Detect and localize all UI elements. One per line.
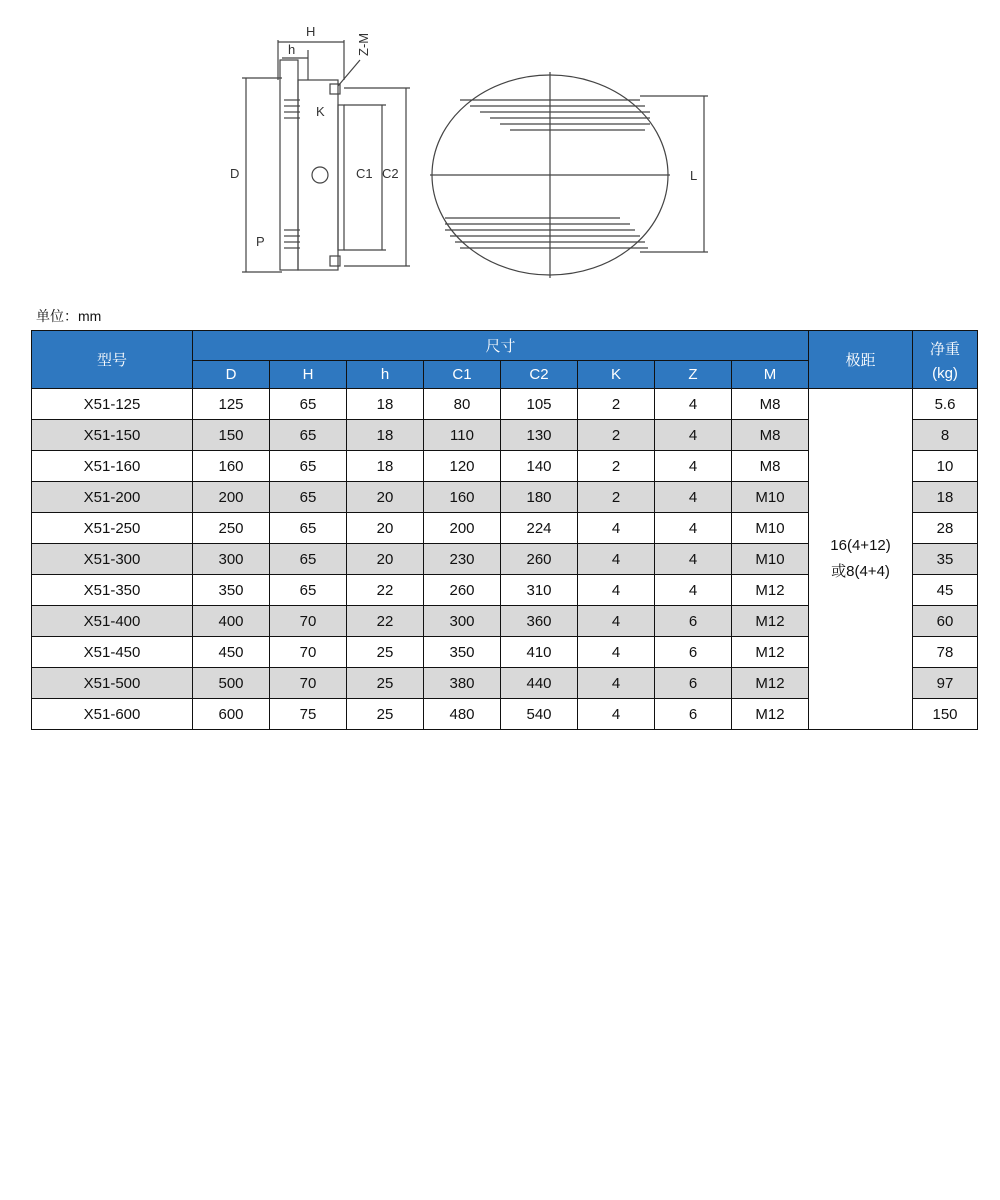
dim-column-header: Z: [655, 361, 732, 389]
dim-column-header: M: [732, 361, 809, 389]
dimension-cell: 160: [424, 482, 501, 513]
dimension-cell: 18: [347, 420, 424, 451]
dimension-cell: 540: [501, 699, 578, 730]
dimension-cell: 600: [193, 699, 270, 730]
label-p: P: [256, 234, 265, 249]
dimension-cell: M12: [732, 699, 809, 730]
dimension-cell: 20: [347, 544, 424, 575]
table-row: [32, 389, 978, 420]
dimension-cell: 4: [578, 544, 655, 575]
dimension-cell: 4: [655, 544, 732, 575]
weight-cell: 28: [913, 513, 978, 544]
dimension-cell: 22: [347, 575, 424, 606]
dimension-cell: 70: [270, 668, 347, 699]
weight-cell: 60: [913, 606, 978, 637]
label-z-m: Z-M: [356, 32, 371, 56]
dimension-cell: 4: [578, 575, 655, 606]
label-H: H: [306, 24, 316, 39]
label-h: h: [288, 42, 296, 57]
dimension-cell: 2: [578, 451, 655, 482]
dimension-cell: M10: [732, 482, 809, 513]
dimension-cell: 65: [270, 389, 347, 420]
dimension-cell: 4: [578, 513, 655, 544]
dimension-cell: M12: [732, 668, 809, 699]
dimension-cell: 410: [501, 637, 578, 668]
dimension-cell: 440: [501, 668, 578, 699]
dimension-cell: 120: [424, 451, 501, 482]
dimension-cell: 160: [193, 451, 270, 482]
dimension-cell: 65: [270, 513, 347, 544]
dimension-cell: 260: [424, 575, 501, 606]
dimension-cell: 2: [578, 420, 655, 451]
weight-header-line1: 净重: [930, 340, 961, 358]
dimension-cell: 2: [578, 389, 655, 420]
label-c1: C1: [356, 166, 373, 181]
pitch-value-line2: 或8(4+4): [831, 563, 890, 580]
dimension-cell: M8: [732, 451, 809, 482]
dimension-cell: 110: [424, 420, 501, 451]
dimension-cell: 260: [501, 544, 578, 575]
model-cell: X51-300: [32, 544, 193, 575]
dimension-cell: 70: [270, 637, 347, 668]
label-d: D: [230, 166, 240, 181]
model-cell: X51-160: [32, 451, 193, 482]
dimension-cell: 300: [193, 544, 270, 575]
model-cell: X51-450: [32, 637, 193, 668]
dimension-cell: M8: [732, 389, 809, 420]
dimension-cell: 22: [347, 606, 424, 637]
dimension-cell: 300: [424, 606, 501, 637]
dimension-cell: M10: [732, 513, 809, 544]
pitch-header: 极距: [809, 331, 913, 389]
dimension-cell: 4: [655, 482, 732, 513]
dimension-cell: 65: [270, 451, 347, 482]
dimension-cell: 18: [347, 389, 424, 420]
dimension-cell: 150: [193, 420, 270, 451]
model-cell: X51-150: [32, 420, 193, 451]
dim-column-header: D: [193, 361, 270, 389]
chuck-plate: [280, 60, 298, 270]
dimension-cell: 480: [424, 699, 501, 730]
dimension-cell: 350: [424, 637, 501, 668]
dimension-cell: 250: [193, 513, 270, 544]
dimension-cell: 65: [270, 575, 347, 606]
dim-column-header: h: [347, 361, 424, 389]
technical-drawing: [220, 20, 740, 285]
dimension-cell: 80: [424, 389, 501, 420]
dimension-cell: 4: [578, 606, 655, 637]
dimension-cell: 350: [193, 575, 270, 606]
weight-cell: 10: [913, 451, 978, 482]
model-cell: X51-500: [32, 668, 193, 699]
dim-column-header: C2: [501, 361, 578, 389]
dimension-cell: 6: [655, 606, 732, 637]
dimension-cell: 65: [270, 482, 347, 513]
label-l: L: [690, 168, 698, 183]
dimension-cell: 230: [424, 544, 501, 575]
dimension-cell: 105: [501, 389, 578, 420]
model-cell: X51-400: [32, 606, 193, 637]
dimension-cell: 224: [501, 513, 578, 544]
unit-label: 单位：mm: [36, 308, 102, 324]
dimension-cell: M12: [732, 606, 809, 637]
model-cell: X51-250: [32, 513, 193, 544]
dimension-cell: 6: [655, 637, 732, 668]
dimension-cell: M12: [732, 637, 809, 668]
dimension-cell: 4: [655, 389, 732, 420]
dim-column-header: C1: [424, 361, 501, 389]
dimension-cell: M10: [732, 544, 809, 575]
model-cell: X51-600: [32, 699, 193, 730]
dimension-cell: 20: [347, 482, 424, 513]
dimensions-header: 尺寸: [193, 331, 809, 361]
dimension-cell: 380: [424, 668, 501, 699]
weight-cell: 5.6: [913, 389, 978, 420]
dimension-cell: 125: [193, 389, 270, 420]
dimension-cell: 20: [347, 513, 424, 544]
dimension-cell: 500: [193, 668, 270, 699]
dimension-cell: 4: [655, 513, 732, 544]
weight-cell: 150: [913, 699, 978, 730]
dimension-cell: 6: [655, 668, 732, 699]
dimension-cell: 25: [347, 699, 424, 730]
dimension-cell: 400: [193, 606, 270, 637]
label-c2: C2: [382, 166, 399, 181]
dimension-cell: 180: [501, 482, 578, 513]
dimension-cell: 75: [270, 699, 347, 730]
label-k: K: [316, 104, 325, 119]
dimension-cell: 200: [424, 513, 501, 544]
dimension-cell: 200: [193, 482, 270, 513]
dimension-cell: 4: [655, 575, 732, 606]
dim-column-header: H: [270, 361, 347, 389]
dimension-cell: 4: [578, 668, 655, 699]
model-cell: X51-200: [32, 482, 193, 513]
dimension-cell: 65: [270, 544, 347, 575]
dimension-cell: 18: [347, 451, 424, 482]
pitch-cell: [809, 389, 913, 730]
dimension-cell: M8: [732, 420, 809, 451]
pitch-value-line1: 16(4+12): [830, 537, 891, 554]
center-knob: [312, 167, 328, 183]
pole-face: [338, 105, 344, 250]
model-header: 型号: [32, 331, 193, 389]
dimension-cell: 65: [270, 420, 347, 451]
dimension-cell: M12: [732, 575, 809, 606]
dimension-cell: 4: [578, 699, 655, 730]
dimension-cell: 360: [501, 606, 578, 637]
dim-column-header: K: [578, 361, 655, 389]
dimension-cell: 4: [655, 451, 732, 482]
weight-header-line2: (kg): [932, 364, 958, 382]
spec-table: [31, 330, 978, 730]
dimension-cell: 70: [270, 606, 347, 637]
weight-cell: 78: [913, 637, 978, 668]
dimension-cell: 130: [501, 420, 578, 451]
dimension-cell: 4: [578, 637, 655, 668]
weight-cell: 45: [913, 575, 978, 606]
weight-cell: 97: [913, 668, 978, 699]
model-cell: X51-125: [32, 389, 193, 420]
model-cell: X51-350: [32, 575, 193, 606]
weight-header: [913, 331, 978, 389]
dimension-cell: 25: [347, 668, 424, 699]
dimension-cell: 4: [655, 420, 732, 451]
dimension-cell: 25: [347, 637, 424, 668]
dimension-cell: 6: [655, 699, 732, 730]
dimension-cell: 450: [193, 637, 270, 668]
weight-cell: 18: [913, 482, 978, 513]
weight-cell: 8: [913, 420, 978, 451]
weight-cell: 35: [913, 544, 978, 575]
dimension-cell: 140: [501, 451, 578, 482]
dimension-cell: 2: [578, 482, 655, 513]
dimension-cell: 310: [501, 575, 578, 606]
